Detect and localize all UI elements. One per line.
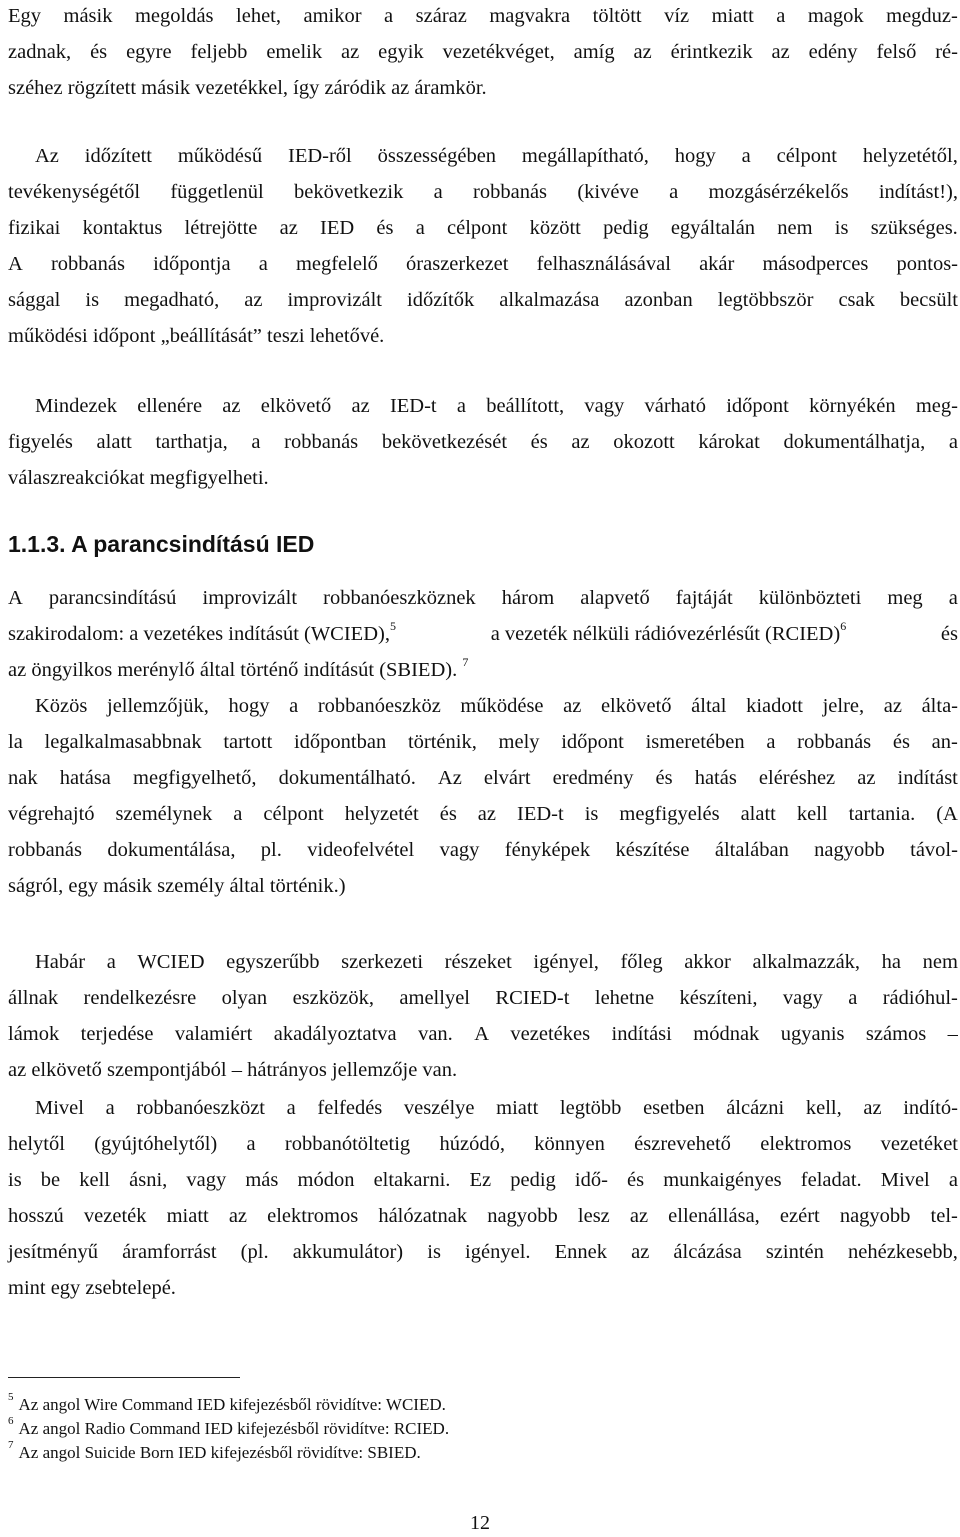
text-line: A parancsindítású improvizált robbanóeszköznek három alapvető fajtáját különbözteti meg a: [8, 587, 958, 609]
text-line: ságról, egy másik személy által történik.): [8, 875, 346, 897]
paragraph-common-features: [8, 688, 958, 904]
footnotes: [8, 1393, 708, 1465]
footnote-separator: [8, 1377, 240, 1378]
text-line: végrehajtó személynek a célpont helyzetét és az IED-t is megfigyelés alatt kell tartania. (A: [8, 803, 958, 825]
footnote-7: $^7$ Az angol Suicide Born IED kifejezésből rövidítve: SBIED.: [8, 1439, 421, 1462]
text-line: működési időpont „beállítását” teszi lehetővé.: [8, 325, 385, 347]
text-line: mint egy zsebtelepé.: [8, 1277, 176, 1299]
text-line: is be kell ásni, vagy más módon eltakarni. Ez pedig idő- és munkaigényes feladat. Mivel a: [8, 1169, 958, 1191]
text-line: Egy másik megoldás lehet, amikor a száraz magvakra töltött víz miatt a magok megduz-: [8, 5, 958, 27]
text-line: az öngyilkos merénylő által történő indításút (SBIED). $^7$: [8, 655, 469, 681]
text-line: Habár a WCIED egyszerűbb szerkezeti részeket igényel, főleg akkor alkalmazzák, ha nem: [35, 951, 958, 973]
text-line: állnak rendelkezésre olyan eszközök, amellyel RCIED-t lehetne készíteni, vagy a rádióhul-: [8, 987, 958, 1009]
text-line: válaszreakciókat megfigyelheti.: [8, 467, 269, 489]
text-line: nak hatása megfigyelhető, dokumentálható. Az elvárt eredmény és hatás eléréshez az indítást: [8, 767, 958, 789]
paragraph-camouflage: [8, 1090, 958, 1306]
page-number: 12: [470, 1512, 490, 1534]
footnote-ref-7: 7: [462, 655, 469, 670]
text-line: Közös jellemzőjük, hogy a robbanóeszköz működése az elkövető által kiadott jelre, az álta-: [35, 695, 958, 717]
text-line: A robbanás időpontja a megfelelő óraszerkezet felhasználásával akár másodperces pontos-: [8, 253, 958, 275]
text-line: helytől (gyújtóhelytől) a robbanótöltetig húzódó, könnyen észrevehető elektromos vezetéket: [8, 1133, 958, 1155]
text-line: az elkövető szempontjából – hátrányos jellemzője van.: [8, 1059, 458, 1081]
text-line: Mindezek ellenére az elkövető az IED-t a beállított, vagy várható időpont környékén meg-: [35, 395, 958, 417]
footnote-5: $^5$ Az angol Wire Command IED kifejezésből rövidítve: WCIED.: [8, 1391, 446, 1414]
text-line: jesítményű áramforrást (pl. akkumulátor) is igényel. Ennek az álcázása szintén nehézkesebb,: [8, 1241, 958, 1263]
text-line: zadnak, és egyre feljebb emelik az egyik vezetékvéget, amíg az érintkezik az edény felső ré-: [8, 41, 958, 63]
text-line: la legalkalmasabbnak tartott időpontban történik, mely időpont ismeretében a robbanás és an-: [8, 731, 958, 753]
paragraph-seed-mechanism: [8, 0, 958, 106]
footnote-6: $^6$ Az angol Radio Command IED kifejezésből rövidítve: RCIED.: [8, 1415, 450, 1438]
text-line: tevékenységétől függetlenül bekövetkezik a robbanás (kivéve a mozgásérzékelős indítást!),: [8, 181, 958, 203]
paragraph-wcied: [8, 944, 958, 1088]
section-heading: 1.1.3. A parancsindítású IED: [8, 531, 315, 557]
paragraph-observation: [8, 388, 958, 496]
text-line: széhez rögzített másik vezetékkel, így záródik az áramkör.: [8, 77, 487, 99]
text-line: Mivel a robbanóeszközt a felfedés veszélye miatt legtöbb esetben álcázni kell, az indító-: [35, 1097, 958, 1119]
text-line: robbanás dokumentálása, pl. videofelvétel vagy fényképek készítése általában nagyobb távol-: [8, 839, 958, 861]
footnote-ref-6: 6: [840, 619, 847, 634]
paragraph-command-types: [8, 580, 958, 688]
text-line: fizikai kontaktus létrejötte az IED és a célpont között pedig egyáltalán nem is szükséges.: [8, 217, 958, 239]
footnote-ref-5: 5: [389, 619, 396, 634]
paragraph-timed-ied: [8, 138, 958, 354]
text-line: sággal is megadható, az improvizált időzítők alkalmazása azonban legtöbbször csak becsült: [8, 289, 958, 311]
text-line: Az időzített működésű IED-ről összességében megállapítható, hogy a célpont helyzetétől,: [35, 145, 958, 167]
text-line: hosszú vezeték miatt az elektromos hálózatnak nagyobb lesz az ellenállása, ezért nagyobb tel-: [8, 1205, 958, 1227]
text-line: figyelés alatt tarthatja, a robbanás bekövetkezését és az okozott károkat dokumentálhatja, a: [8, 431, 958, 453]
text-line: szakirodalom: a vezetékes indításút (WCIED),$^5$ a vezeték nélküli rádióvezérlésűt (RCIED)$^6$ és: [8, 619, 958, 645]
text-line: lámok terjedése valamiért akadályoztatva van. A vezetékes indítási módnak ugyanis számos –: [8, 1023, 958, 1045]
